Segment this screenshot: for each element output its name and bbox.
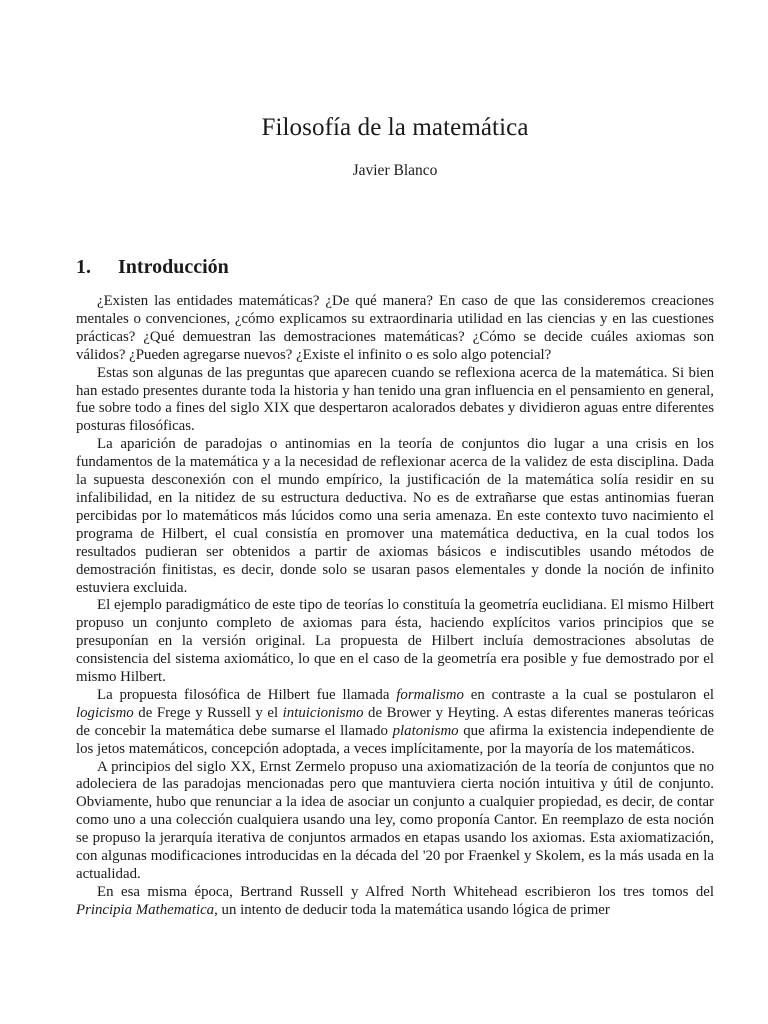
term-logicismo: logicismo bbox=[76, 704, 134, 721]
paragraph-4: El ejemplo paradigmático de este tipo de teorías lo constituía la geometría euclidiana. El mismo Hilbert propuso un conjunto completo de axiomas para ésta, haciendo explícitos varios principios que se presuponían en la versión original. La propuesta de Hilbert incluía demostraciones absolutas de consistencia del sistema axiomático, lo que en el caso de la geometría era posible y fue demostrado por el mismo Hilbert. bbox=[76, 597, 714, 686]
paragraph-6: A principios del siglo XX, Ernst Zermelo propuso una axiomatización de la teoría de conjuntos que no adoleciera de las paradojas mencionadas pero que mantuviera cierta noción intuitiva y útil de conjunto. Obviamente, hubo que renunciar a la idea de asociar un conjunto a cualquier propiedad, es decir, de contar como uno a una colección cualquiera usando una ley, como proponía Cantor. En reemplazo de esta noción se propuso la jerarquía iterativa de conjuntos armados en etapas usando los axiomas. Esta axiomatización, con algunas modificaciones introducidas en la década del '20 por Fraenkel y Skolem, es la más usada en la actualidad. bbox=[76, 758, 714, 882]
paragraph-1: ¿Existen las entidades matemáticas? ¿De qué manera? En caso de que las consideremos creaciones mentales o convenciones, ¿cómo explicamos su extraordinaria utilidad en las ciencias y en las cuestiones prácticas? ¿Qué demuestran las demostraciones matemáticas? ¿Cómo se decide cuáles axiomas son válidos? ¿Pueden agregarse nuevos? ¿Existe el infinito o es solo algo potencial? bbox=[76, 293, 714, 363]
paragraph-5-text: La propuesta filosófica de Hilbert fue llamada bbox=[97, 686, 397, 703]
paragraph-5-text: en contraste a la cual se postularon el bbox=[463, 686, 715, 703]
paragraph-5 bbox=[76, 687, 714, 759]
paragraph-5-text: que afirma la existencia independiente de los jetos matemáticos, concepción adoptada, a veces implícitamente, por la mayoría de los matemáticos. bbox=[76, 722, 714, 757]
section-title: Introducción bbox=[118, 256, 229, 278]
paragraph-5-text: de Frege y Russell y el bbox=[133, 704, 283, 721]
paragraph-7-text: , un intento de deducir toda la matemática usando lógica de primer bbox=[214, 901, 610, 918]
document-author: Javier Blanco bbox=[352, 162, 438, 179]
paragraph-3: La aparición de paradojas o antinomias en la teoría de conjuntos dio lugar a una crisis en los fundamentos de la matemática y a la necesidad de reflexionar acerca de la validez de esta disciplina. Dada la supuesta desconexión con el mundo empírico, la justificación de la matemática solía residir en su infalibilidad, en la nitidez de su estructura deductiva. No es de extrañarse que estas antinomias fueran percibidas por lo matemáticos más lúcidos como una seria amenaza. En este contexto tuvo nacimiento el programa de Hilbert, el cual consistía en promover una matemática deductiva, en la cual todos los resultados pudieran ser obtenidos a partir de axiomas básicos e indiscutibles usando métodos de demostración finitistas, es decir, donde solo se usaran pasos elementales y donde la noción de infinito estuviera excluida. bbox=[76, 436, 714, 596]
term-formalismo: formalismo bbox=[396, 686, 464, 703]
paragraph-5-text: de Brower y Heyting. A estas diferentes maneras teóricas de concebir la matemática debe sumarse el llamado bbox=[76, 704, 714, 739]
section-body bbox=[76, 293, 714, 920]
paragraph-2: Estas son algunas de las preguntas que aparecen cuando se reflexiona acerca de la matemática. Si bien han estado presentes durante toda la historia y han tenido una gran influencia en el pensamiento en general, fue sobre todo a fines del siglo XIX que despertaron acalorados debates y dividieron aguas entre diferentes posturas filosóficas. bbox=[76, 364, 714, 435]
paragraph-7 bbox=[76, 884, 714, 920]
paragraph-7-text: En esa misma época, Bertrand Russell y Alfred North Whitehead escribieron los tres tomos del bbox=[97, 883, 714, 900]
document-title: Filosofía de la matemática bbox=[261, 114, 529, 141]
section-heading bbox=[76, 256, 229, 279]
section-number: 1. bbox=[76, 256, 91, 278]
book-title-principia: Principia Mathematica bbox=[76, 901, 215, 918]
term-intuicionismo: intuicionismo bbox=[282, 704, 364, 721]
term-platonismo: platonismo bbox=[392, 722, 459, 739]
